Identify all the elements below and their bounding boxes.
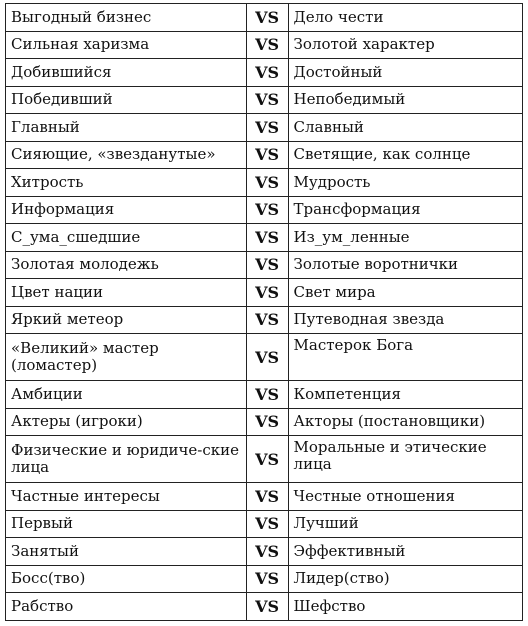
table-row [6,4,523,32]
right-cell: Золотые воротнички [288,251,522,279]
right-cell: Из_ум_ленные [288,224,522,252]
table-row [6,59,523,87]
vs-cell: VS [246,279,288,307]
table-row [6,141,523,169]
vs-cell: VS [246,59,288,87]
left-cell: Амбиции [6,381,247,409]
table-row [6,483,523,511]
right-cell: Мудрость [288,169,522,197]
left-cell: Занятый [6,538,247,566]
table-row [6,279,523,307]
right-cell: Трансформация [288,196,522,224]
right-cell: Акторы (постановщики) [288,408,522,436]
table-row [6,224,523,252]
right-cell: Честные отношения [288,483,522,511]
right-cell: Мастерок Бога [288,334,522,381]
table-row [6,408,523,436]
table-row [6,169,523,197]
table-row [6,306,523,334]
vs-cell: VS [246,141,288,169]
right-cell: Достойный [288,59,522,87]
right-cell: Славный [288,114,522,142]
vs-cell: VS [246,538,288,566]
table-row [6,251,523,279]
right-cell: Эффективный [288,538,522,566]
table-row [6,436,523,483]
vs-cell: VS [246,169,288,197]
table-row [6,510,523,538]
vs-cell: VS [246,593,288,621]
vs-cell: VS [246,306,288,334]
vs-cell: VS [246,31,288,59]
vs-cell: VS [246,510,288,538]
left-cell: Физические и юридиче-ские лица [6,436,247,483]
right-cell: Золотой характер [288,31,522,59]
vs-cell: VS [246,114,288,142]
left-cell: Рабство [6,593,247,621]
left-cell: Информация [6,196,247,224]
comparison-table [5,3,523,621]
table-row [6,381,523,409]
left-cell: Золотая молодежь [6,251,247,279]
right-cell: Лучший [288,510,522,538]
left-cell: С_ума_сшедшие [6,224,247,252]
vs-cell: VS [246,334,288,381]
left-cell: Выгодный бизнес [6,4,247,32]
left-cell: Босс(тво) [6,565,247,593]
table-row [6,31,523,59]
left-cell: Сильная харизма [6,31,247,59]
table-body [6,4,523,621]
left-cell: Добившийся [6,59,247,87]
vs-cell: VS [246,224,288,252]
right-cell: Свет мира [288,279,522,307]
right-cell: Лидер(ство) [288,565,522,593]
right-cell: Компетенция [288,381,522,409]
vs-cell: VS [246,483,288,511]
left-cell: Сияющие, «звезданутые» [6,141,247,169]
left-cell: Частные интересы [6,483,247,511]
table-row [6,114,523,142]
left-cell: Первый [6,510,247,538]
table-row [6,86,523,114]
left-cell: Победивший [6,86,247,114]
table-row [6,565,523,593]
left-cell: Хитрость [6,169,247,197]
right-cell: Моральные и этические лица [288,436,522,483]
left-cell: Главный [6,114,247,142]
left-cell: Цвет нации [6,279,247,307]
left-cell: «Великий» мастер (ломастер) [6,334,247,381]
right-cell: Путеводная звезда [288,306,522,334]
right-cell: Дело чести [288,4,522,32]
left-cell: Актеры (игроки) [6,408,247,436]
vs-cell: VS [246,4,288,32]
right-cell: Шефство [288,593,522,621]
table-row [6,593,523,621]
table-row [6,196,523,224]
vs-cell: VS [246,251,288,279]
right-cell: Непобедимый [288,86,522,114]
table-row [6,538,523,566]
left-cell: Яркий метеор [6,306,247,334]
vs-cell: VS [246,436,288,483]
vs-cell: VS [246,565,288,593]
vs-cell: VS [246,86,288,114]
vs-cell: VS [246,408,288,436]
vs-cell: VS [246,196,288,224]
table-row [6,334,523,381]
vs-cell: VS [246,381,288,409]
right-cell: Светящие, как солнце [288,141,522,169]
